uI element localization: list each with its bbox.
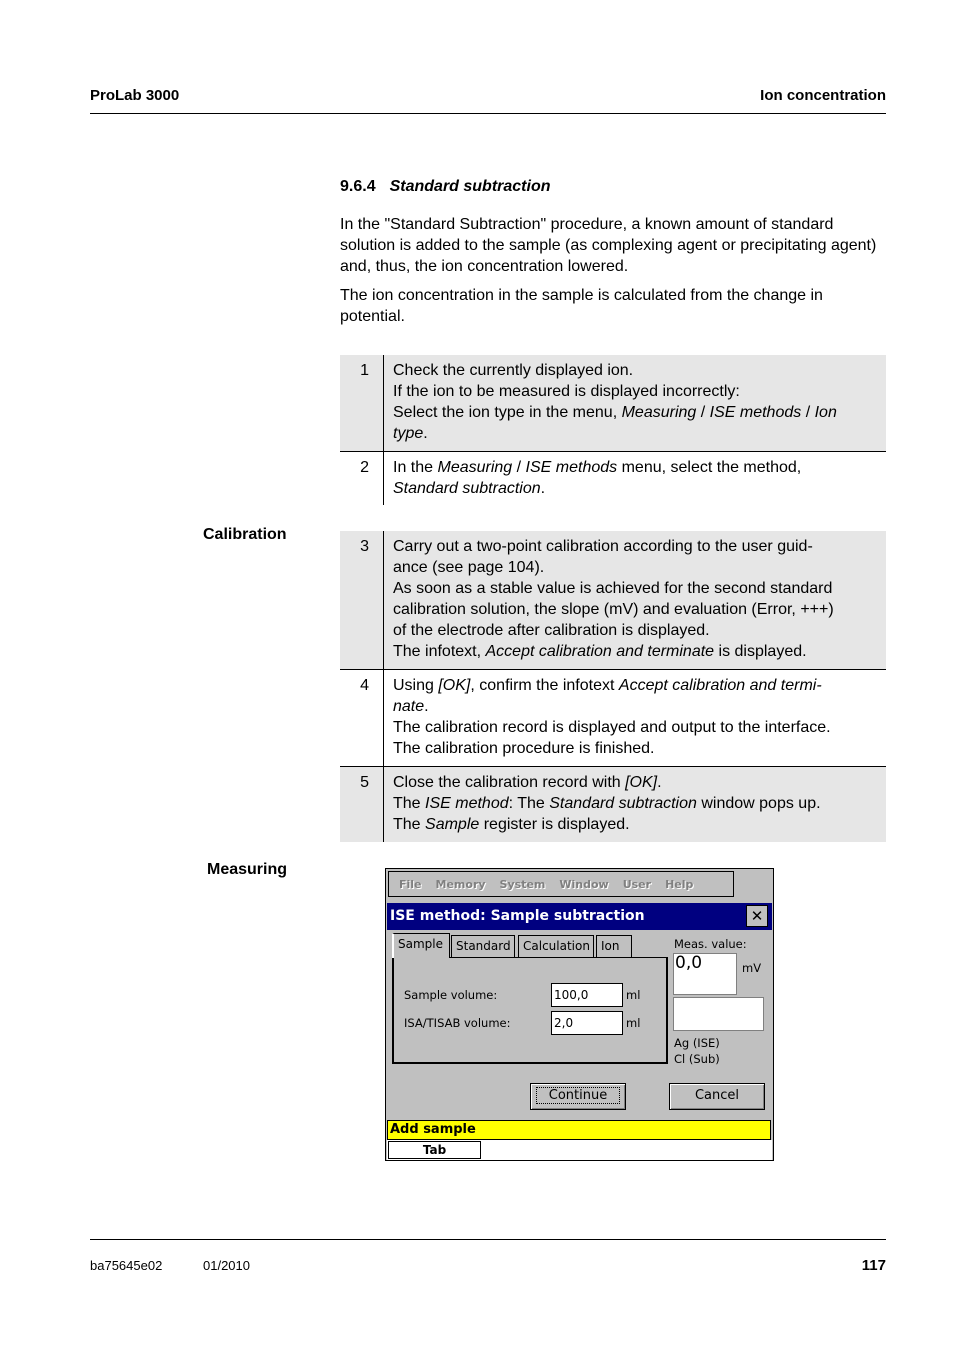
side-label-calibration: Calibration <box>203 526 287 543</box>
step-number: 2 <box>360 459 369 476</box>
page-number: 117 <box>861 1257 886 1274</box>
cancel-button[interactable]: Cancel <box>669 1083 765 1110</box>
tab-key-button[interactable]: Tab <box>388 1141 481 1159</box>
sample-volume-input[interactable]: 100,0 <box>551 983 623 1007</box>
intro-paragraph-2: The ion concentration in the sample is calculated from the change in potential. <box>340 287 823 325</box>
step-text: If the ion to be measured is displayed incorrectly: <box>393 383 740 400</box>
bottom-bar <box>387 1140 772 1160</box>
step-text: Using [OK], confirm the infotext Accept calibration and termi- <box>393 677 822 694</box>
intro-paragraph-1: In the "Standard Subtraction" procedure, a known amount of standard solution is added to the sample (as complexing agent or precipitating agent) and, thus, the ion concentration lowered. <box>340 216 877 275</box>
header-rule <box>90 113 886 114</box>
steps-table-1 <box>340 355 886 505</box>
section-number: 9.6.4 <box>340 178 376 195</box>
secondary-display <box>673 997 764 1031</box>
tab-panel-sample <box>392 957 668 1064</box>
menu-system[interactable]: System <box>499 877 546 891</box>
tab-ion[interactable]: Ion <box>596 935 632 957</box>
dialog-title-bar <box>387 903 772 930</box>
menu-memory[interactable]: Memory <box>435 877 486 891</box>
tab-calculation[interactable]: Calculation <box>518 935 594 957</box>
meas-value-unit: mV <box>742 961 762 975</box>
ion-ise: Ag (ISE) <box>674 1036 720 1050</box>
step-text: Carry out a two-point calibration according to the user guid- <box>393 538 813 555</box>
meas-value: 0,0 <box>675 953 703 973</box>
step-row <box>340 451 886 505</box>
menu-file[interactable]: File <box>399 877 422 891</box>
isa-volume-label: ISA/TISAB volume: <box>404 1016 511 1030</box>
meas-value-display <box>673 953 737 995</box>
menu-user[interactable]: User <box>622 877 652 891</box>
step-text: type. <box>393 425 428 442</box>
step-text: Select the ion type in the menu, Measuring / ISE methods / Ion <box>393 404 837 421</box>
side-label-measuring: Measuring <box>207 861 288 878</box>
step-text: calibration solution, the slope (mV) and evaluation (Error, +++) <box>393 601 834 618</box>
step-number: 5 <box>360 774 369 791</box>
step-text: Standard subtraction. <box>393 480 546 497</box>
step-row <box>340 766 886 842</box>
close-icon[interactable]: ✕ <box>746 905 768 927</box>
section-heading <box>340 178 551 196</box>
step-text: The calibration record is displayed and output to the interface. <box>393 719 831 736</box>
step-text: nate. <box>393 698 429 715</box>
ion-sub: Cl (Sub) <box>674 1052 720 1066</box>
step-row <box>340 531 886 669</box>
meas-value-label: Meas. value: <box>674 937 747 951</box>
header-product: ProLab 3000 <box>90 87 180 104</box>
footer-date: 01/2010 <box>203 1258 250 1273</box>
step-text: Close the calibration record with [OK]. <box>393 774 662 791</box>
menu-bar <box>388 871 734 897</box>
tab-sample[interactable]: Sample <box>392 933 450 958</box>
footer-rule <box>90 1239 886 1240</box>
step-text: Check the currently displayed ion. <box>393 362 634 379</box>
step-text: of the electrode after calibration is displayed. <box>393 622 710 639</box>
section-title: Standard subtraction <box>389 178 551 195</box>
menu-help[interactable]: Help <box>665 877 694 891</box>
footer-doc-id: ba75645e02 <box>90 1258 163 1273</box>
step-number: 1 <box>360 362 369 379</box>
isa-volume-input[interactable]: 2,0 <box>551 1011 623 1035</box>
dialog-title: ISE method: Sample subtraction <box>390 908 645 924</box>
step-text: The Sample register is displayed. <box>393 816 630 833</box>
tab-standard[interactable]: Standard <box>451 935 515 957</box>
step-text: As soon as a stable value is achieved for the second standard <box>393 580 833 597</box>
device-screenshot <box>385 868 774 1161</box>
step-text: The ISE method: The Standard subtraction window pops up. <box>393 795 821 812</box>
step-text: ance (see page 104). <box>393 559 545 576</box>
step-number: 3 <box>360 538 369 555</box>
sample-volume-label: Sample volume: <box>404 988 498 1002</box>
sample-volume-unit: ml <box>626 988 641 1002</box>
step-text: The calibration procedure is finished. <box>393 740 655 757</box>
step-text: The infotext, Accept calibration and terminate is displayed. <box>393 643 807 660</box>
status-bar: Add sample <box>387 1120 771 1140</box>
header-chapter: Ion concentration <box>760 87 886 104</box>
step-number: 4 <box>360 677 369 694</box>
steps-table-2 <box>340 531 886 842</box>
menu-window[interactable]: Window <box>559 877 609 891</box>
continue-button[interactable]: Continue <box>530 1083 626 1110</box>
step-row <box>340 669 886 766</box>
isa-volume-unit: ml <box>626 1016 641 1030</box>
step-text: In the Measuring / ISE methods menu, select the method, <box>393 459 802 476</box>
step-row <box>340 355 886 451</box>
